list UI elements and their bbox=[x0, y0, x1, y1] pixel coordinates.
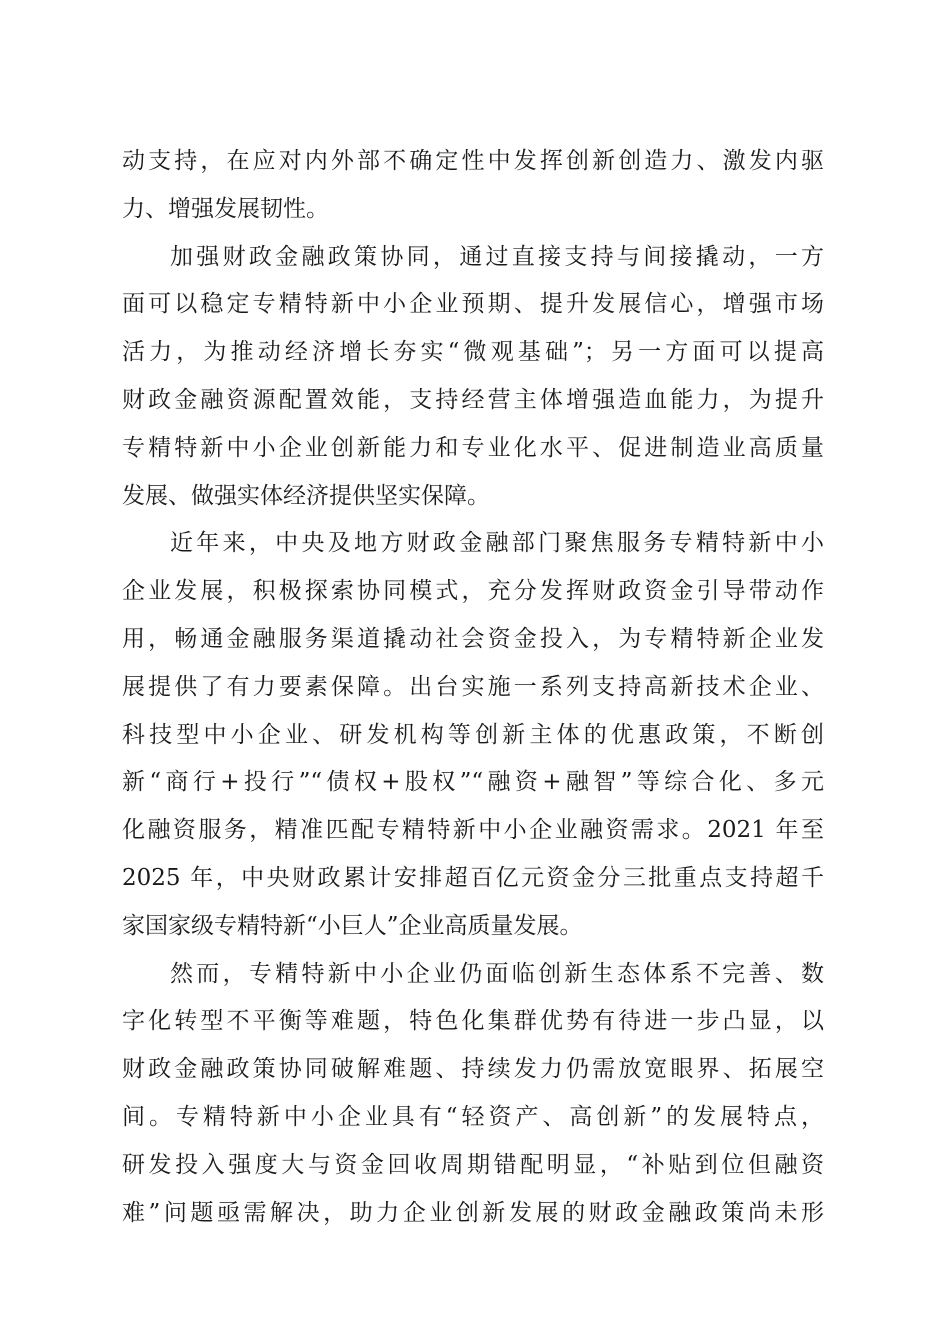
text-line: 化融资服务，精准匹配专精特新中小企业融资需求。2021 年至 bbox=[122, 817, 824, 844]
text-line: 企业发展，积极探索协同模式，充分发挥财政资金引导带动作 bbox=[122, 578, 824, 605]
text-line: 2025 年，中央财政累计安排超百亿元资金分三批重点支持超千 bbox=[122, 864, 824, 891]
text-line: 新“商行+投行”“债权+股权”“融资+融智”等综合化、多元 bbox=[122, 769, 824, 796]
text-line: 动支持，在应对内外部不确定性中发挥创新创造力、激发内驱 bbox=[122, 148, 824, 174]
text-line: 字化转型不平衡等难题，特色化集群优势有待进一步凸显，以 bbox=[122, 1008, 824, 1035]
text-line: 难”问题亟需解决，助力企业创新发展的财政金融政策尚未形 bbox=[122, 1199, 824, 1226]
body-text bbox=[122, 138, 824, 1237]
text-line: 发展、做强实体经济提供坚实保障。 bbox=[122, 482, 490, 509]
text-line: 研发投入强度大与资金回收周期错配明显，“补贴到位但融资 bbox=[122, 1151, 824, 1178]
text-line: 科技型中小企业、研发机构等创新主体的优惠政策，不断创 bbox=[122, 721, 824, 748]
text-line: 专精特新中小企业创新能力和专业化水平、促进制造业高质量 bbox=[122, 434, 824, 461]
text-line: 财政金融政策协同破解难题、持续发力仍需放宽眼界、拓展空 bbox=[122, 1056, 824, 1083]
text-line: 活力，为推动经济增长夯实“微观基础”；另一方面可以提高 bbox=[122, 339, 824, 366]
text-line: 近年来，中央及地方财政金融部门聚焦服务专精特新中小 bbox=[170, 530, 824, 557]
text-line: 间。专精特新中小企业具有“轻资产、高创新”的发展特点， bbox=[122, 1103, 824, 1130]
text-line: 然而，专精特新中小企业仍面临创新生态体系不完善、数 bbox=[170, 960, 824, 987]
text-line: 家国家级专精特新“小巨人”企业高质量发展。 bbox=[122, 912, 583, 939]
text-line: 展提供了有力要素保障。出台实施一系列支持高新技术企业、 bbox=[122, 673, 824, 700]
text-line: 加强财政金融政策协同，通过直接支持与间接撬动，一方 bbox=[170, 243, 824, 270]
text-line: 用，畅通金融服务渠道撬动社会资金投入，为专精特新企业发 bbox=[122, 625, 824, 652]
text-line: 财政金融资源配置效能，支持经营主体增强造血能力，为提升 bbox=[122, 386, 824, 413]
text-line: 面可以稳定专精特新中小企业预期、提升发展信心，增强市场 bbox=[122, 291, 824, 318]
text-line: 力、增强发展韧性。 bbox=[122, 195, 329, 222]
